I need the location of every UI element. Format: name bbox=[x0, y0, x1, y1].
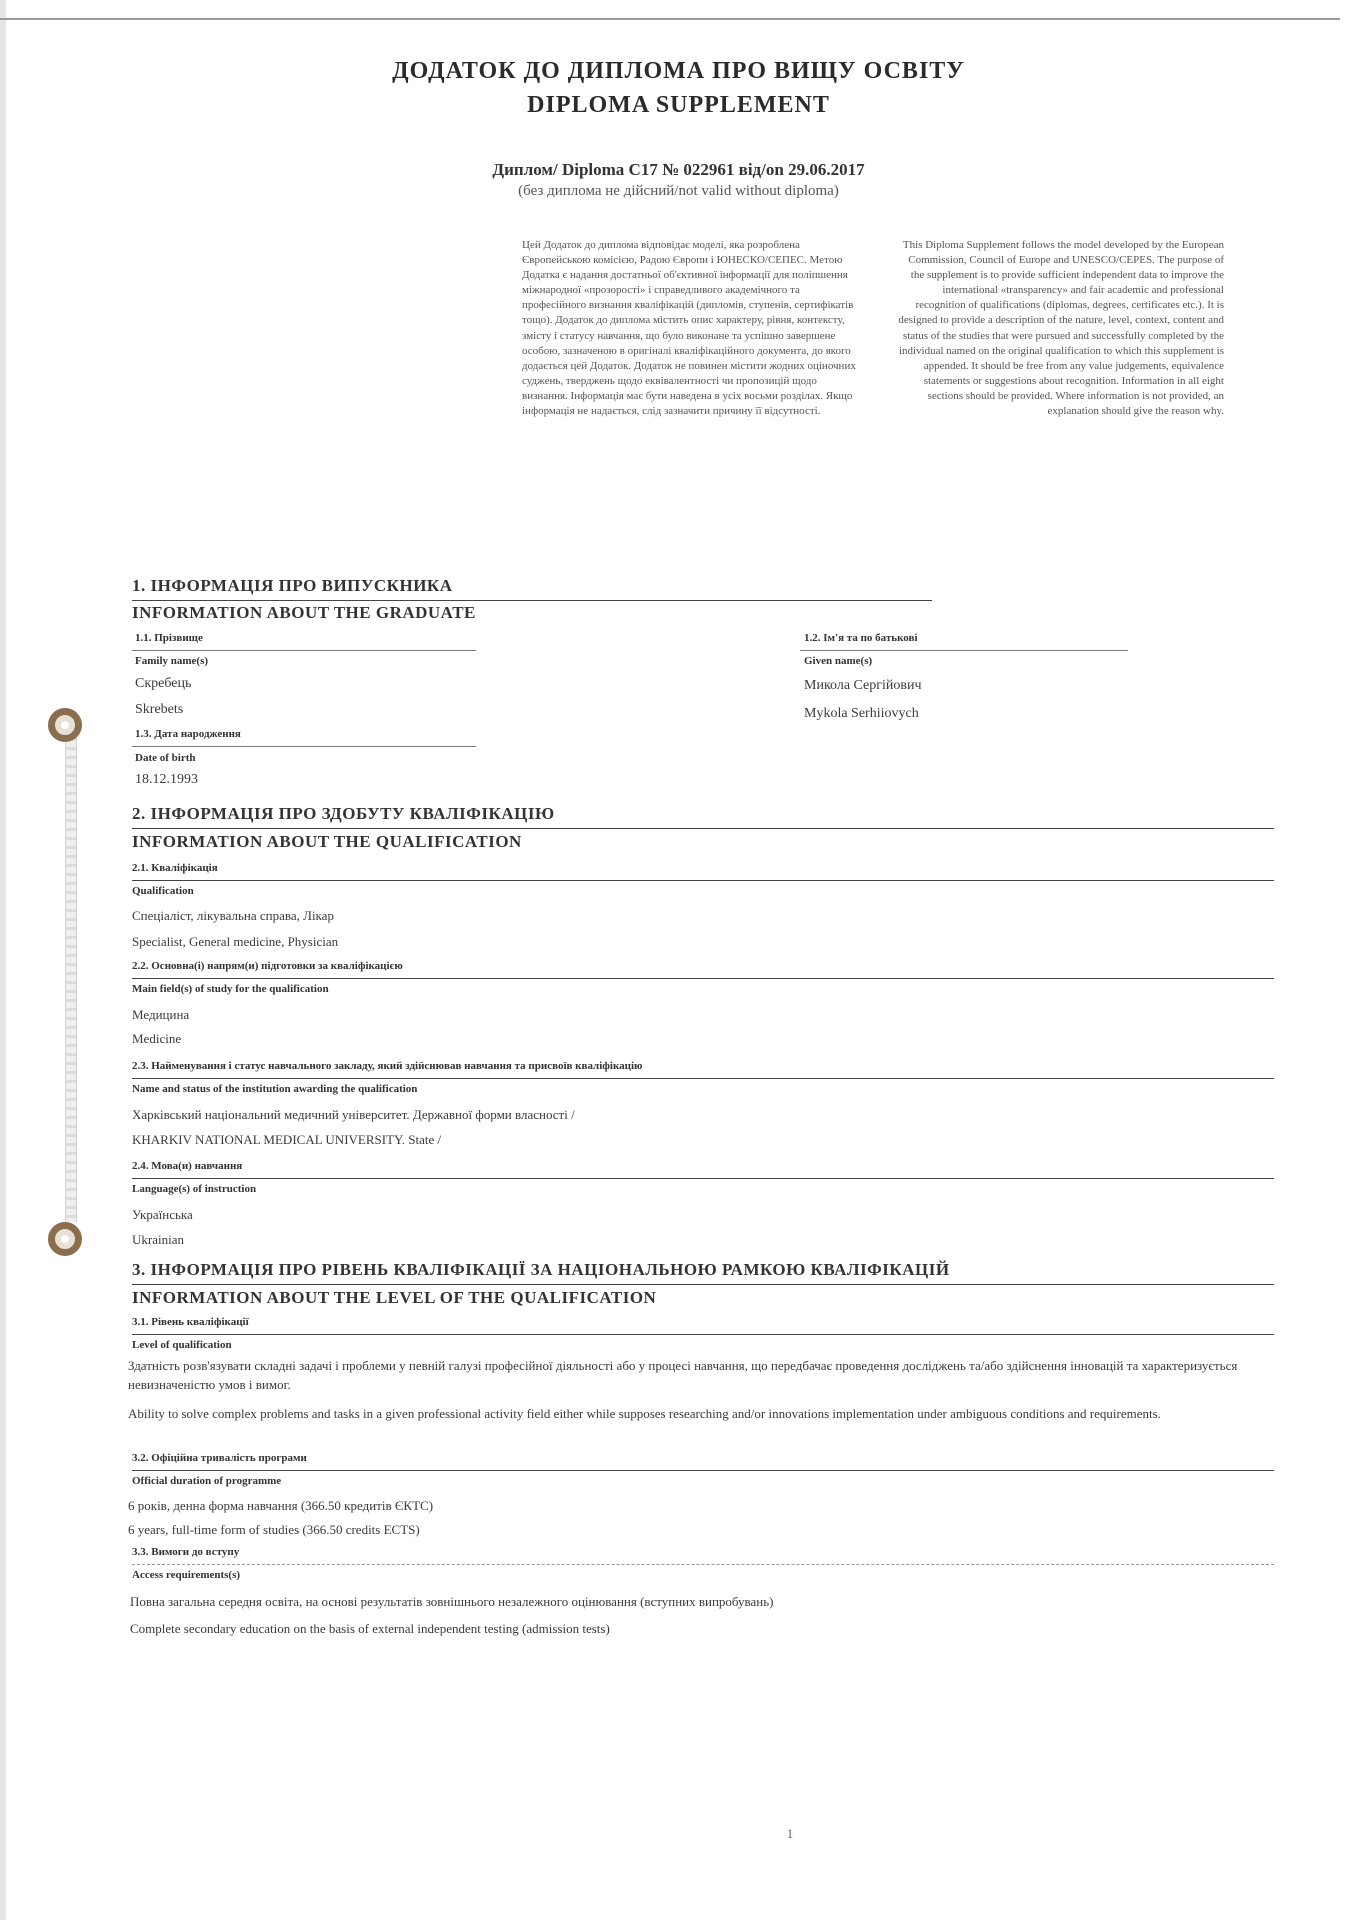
diploma-number-line: Диплом/ Diploma С17 № 022961 від/on 29.06.2017 bbox=[492, 160, 865, 179]
top-border-line bbox=[0, 18, 1340, 20]
programme-duration-en: 6 years, full-time form of studies (366.50 credits ECTS) bbox=[128, 1522, 420, 1537]
diploma-validity-note: (без диплома не дійсний/not valid without diploma) bbox=[518, 183, 839, 199]
family-name-uk: Скребець bbox=[135, 676, 192, 691]
binding-grommet-bottom bbox=[48, 1222, 82, 1256]
field-3-2-label-en: Official duration of programme bbox=[132, 1475, 282, 1487]
family-name-en: Skrebets bbox=[135, 702, 184, 717]
field-3-1-label-en: Level of qualification bbox=[132, 1339, 232, 1351]
field-2-4-label-en: Language(s) of instruction bbox=[132, 1183, 257, 1195]
field-3-1-rule bbox=[132, 1334, 1274, 1335]
binding-string bbox=[65, 732, 77, 1222]
field-2-2-label-uk: 2.2. Основна(і) напрям(и) підготовки за кваліфікацією bbox=[132, 960, 403, 972]
section3-rule bbox=[132, 1284, 1274, 1285]
field-3-3-label-uk: 3.3. Вимоги до вступу bbox=[132, 1546, 240, 1558]
field-of-study-en: Medicine bbox=[132, 1031, 182, 1046]
field-2-4-label-uk: 2.4. Мова(и) навчання bbox=[132, 1160, 243, 1172]
section2-heading-uk: 2. ІНФОРМАЦІЯ ПРО ЗДОБУТУ КВАЛІФІКАЦІЮ bbox=[132, 804, 555, 823]
given-name-uk: Микола Сергійович bbox=[804, 678, 922, 693]
language-en: Ukrainian bbox=[132, 1232, 184, 1247]
section2-rule bbox=[132, 828, 1274, 829]
field-1-2-rule bbox=[800, 650, 1128, 651]
field-3-3-rule bbox=[132, 1564, 1274, 1565]
field-2-4-rule bbox=[132, 1178, 1274, 1179]
field-3-2-label-uk: 3.2. Офіційна тривалість програми bbox=[132, 1452, 307, 1464]
language-uk: Українська bbox=[132, 1207, 193, 1222]
qualification-uk: Спеціаліст, лікувальна справа, Лікар bbox=[132, 908, 334, 923]
given-name-en: Mykola Serhiiovych bbox=[804, 706, 919, 721]
section2-heading-en: INFORMATION ABOUT THE QUALIFICATION bbox=[132, 832, 522, 851]
field-1-2-label-en: Given name(s) bbox=[804, 655, 873, 667]
binding-grommet-top bbox=[48, 708, 82, 742]
section1-heading-en: INFORMATION ABOUT THE GRADUATE bbox=[132, 603, 476, 622]
date-of-birth: 18.12.1993 bbox=[135, 772, 198, 787]
page-edge-shadow bbox=[0, 0, 6, 1920]
programme-duration-uk: 6 років, денна форма навчання (366.50 кредитів ЄКТС) bbox=[128, 1498, 434, 1513]
field-2-3-label-en: Name and status of the institution awarding the qualification bbox=[132, 1083, 418, 1095]
field-2-3-rule bbox=[132, 1078, 1274, 1079]
document-title-uk: ДОДАТОК ДО ДИПЛОМА ПРО ВИЩУ ОСВІТУ bbox=[392, 58, 965, 84]
qualification-en: Specialist, General medicine, Physician bbox=[132, 934, 339, 949]
field-1-3-label-uk: 1.3. Дата народження bbox=[135, 728, 241, 740]
field-2-1-label-en: Qualification bbox=[132, 885, 194, 897]
field-2-2-rule bbox=[132, 978, 1274, 979]
field-2-2-label-en: Main field(s) of study for the qualification bbox=[132, 983, 329, 995]
section1-heading-uk: 1. ІНФОРМАЦІЯ ПРО ВИПУСКНИКА bbox=[132, 576, 453, 595]
field-2-3-label-uk: 2.3. Найменування і статус навчального закладу, який здійснював навчання та присвоїв кваліфікацію bbox=[132, 1060, 643, 1072]
field-1-1-label-uk: 1.1. Прізвище bbox=[135, 632, 203, 644]
section3-heading-uk: 3. ІНФОРМАЦІЯ ПРО РІВЕНЬ КВАЛІФІКАЦІЇ ЗА НАЦІОНАЛЬНОЮ РАМКОЮ КВАЛІФІКАЦІЙ bbox=[132, 1260, 950, 1279]
field-2-1-label-uk: 2.1. Кваліфікація bbox=[132, 862, 218, 874]
level-of-qualification-uk: Здатність розв'язувати складні задачі і проблеми у певній галузі професійної діяльності або у процесі навчання, що передбачає проведення досліджень та/або здійснення інновацій та характеризується невизначеністю умов і вимог. bbox=[128, 1358, 1238, 1392]
access-requirements-uk: Повна загальна середня освіта, на основі результатів зовнішнього незалежного оцінювання (вступних випробувань) bbox=[130, 1594, 774, 1609]
field-2-1-rule bbox=[132, 880, 1274, 881]
field-of-study-uk: Медицина bbox=[132, 1007, 190, 1022]
field-1-3-rule bbox=[132, 746, 476, 747]
document-title-en: DIPLOMA SUPPLEMENT bbox=[527, 92, 830, 118]
level-of-qualification-en: Ability to solve complex problems and tasks in a given professional activity field either while supposes researching and/or innovations implementation under ambiguous conditions and requirements. bbox=[128, 1406, 1161, 1421]
field-1-1-rule bbox=[132, 650, 476, 651]
access-requirements-en: Complete secondary education on the basis of external independent testing (admission tests) bbox=[130, 1621, 610, 1636]
field-3-1-label-uk: 3.1. Рівень кваліфікації bbox=[132, 1316, 249, 1328]
field-1-3-label-en: Date of birth bbox=[135, 752, 196, 764]
intro-paragraph-en: This Diploma Supplement follows the model developed by the European Commission, Council of Europe and UNESCO/CEPES. The purpose of the supplement is to provide sufficient independent data to improve the international «transparency» and fair academic and professional recognition of qualifications (diplomas, degrees, certificates etc.). It is designed to provide a description of the nature, level, context, content and status of the studies that were pursued and successfully completed by the individual named on the original qualification to which this supplement is appended. It should be free from any value judgements, equivalence statements or suggestions about recognition. Information in all eight sections should be provided. Where information is not provided, an explanation should give the reason why. bbox=[898, 239, 1224, 418]
institution-uk: Харківський національний медичний університет. Державної форми власності / bbox=[132, 1107, 575, 1122]
section3-heading-en: INFORMATION ABOUT THE LEVEL OF THE QUALIFICATION bbox=[132, 1288, 657, 1307]
field-1-2-label-uk: 1.2. Ім'я та по батькові bbox=[804, 632, 918, 644]
field-3-2-rule bbox=[132, 1470, 1274, 1471]
page-number: 1 bbox=[786, 1826, 794, 1841]
intro-paragraph-uk: Цей Додаток до диплома відповідає моделі, яка розроблена Європейською комісією, Радою Європи і ЮНЕСКО/СЕПЕС. Метою Додатка є надання достатньої об'єктивної інформації для поліпшення міжнародної «прозорості» і справедливого академічного та професійного визнання кваліфікацій (дипломів, ступенів, сертифікатів тощо). Додаток до диплома містить опис характеру, рівня, контексту, змісту і статусу навчання, що було виконане та успішно завершене особою, зазначеною в оригіналі кваліфікаційного документа, до якого додається цей Додаток. Додаток не повинен містити жодних оціночних суджень, тверджень щодо еквівалентності чи пропозицій щодо визнання. Інформація має бути наведена в усіх восьми розділах. Якщо інформація не надається, слід зазначити причину її відсутності. bbox=[522, 239, 856, 418]
field-3-3-label-en: Access requirements(s) bbox=[132, 1569, 241, 1581]
field-1-1-label-en: Family name(s) bbox=[135, 655, 209, 667]
institution-en: KHARKIV NATIONAL MEDICAL UNIVERSITY. State / bbox=[132, 1132, 442, 1147]
section1-rule bbox=[132, 600, 932, 601]
